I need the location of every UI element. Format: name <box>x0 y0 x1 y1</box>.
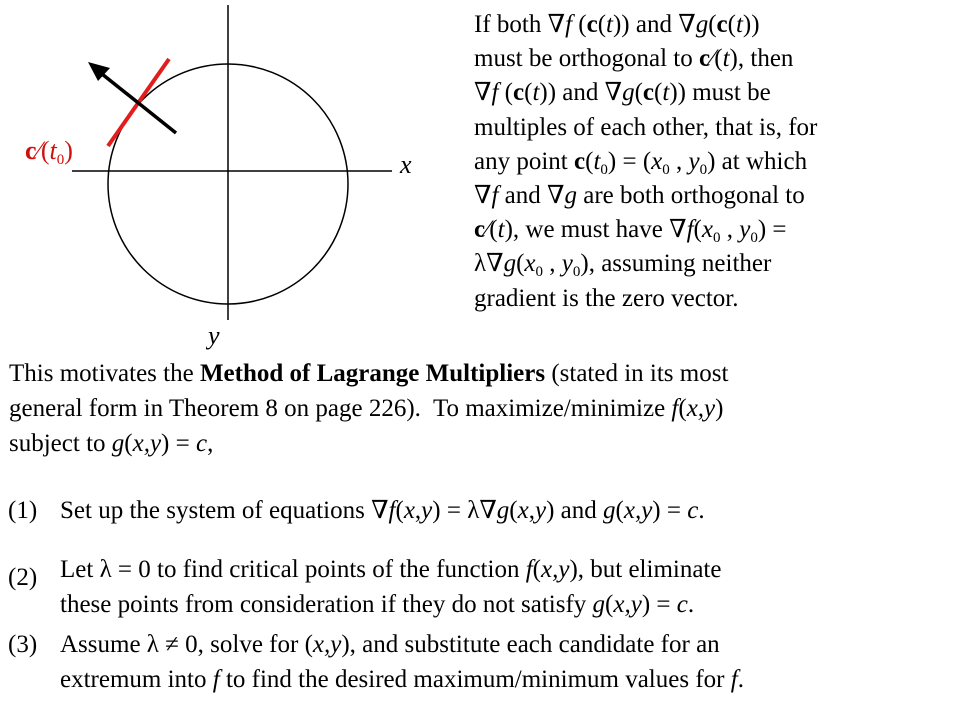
tangent-vector-label: $c⁄(t_0)$ <box>25 136 73 168</box>
step-text: Assume λ ≠ 0, solve for (x,y), and substitute each candidate for an extremum into f to find the desired maximum/minimum values for f. <box>60 631 744 693</box>
orthogonality-paragraph <box>474 8 934 316</box>
level-curve-diagram <box>0 0 470 360</box>
method-line: general form in Theorem 8 on page 226). To maximize/minimize f(x,y) <box>9 395 724 422</box>
method-line: This motivates the Method of Lagrange Multipliers (stated in its most <box>9 360 729 387</box>
paragraph-line: any point $c(t_0) = (x_0$ , $y_0$) at which <box>474 147 808 178</box>
y-axis-label: y <box>208 321 220 350</box>
paragraph-line: c⁄(t), we must have $\nabla f(x_0$ , $y_0$) = <box>474 216 787 247</box>
step-number: (1) <box>8 497 38 524</box>
paragraph-line: $\lambda\nabla g(x_0$ , $y_0$), assuming neither <box>474 250 772 281</box>
method-line: subject to g(x,y) = c, <box>9 430 214 457</box>
step-number: (2) <box>8 564 38 591</box>
paragraph-line: must be orthogonal to c⁄(t), then <box>474 45 794 73</box>
paragraph-line: multiples of each other, that is, for <box>474 113 818 141</box>
gradient-vector-line <box>97 70 176 133</box>
method-paragraph <box>9 356 954 461</box>
step-text: Let λ = 0 to find critical points of the function f(x,y), but eliminate these points from consideration if they do not satisfy g(x,y) = c. <box>60 556 722 618</box>
paragraph-line: gradient is the zero vector. <box>474 284 739 312</box>
step-number: (3) <box>8 631 38 658</box>
paragraph-line: ∇f and ∇g are both orthogonal to <box>474 181 805 209</box>
step-text: Set up the system of equations ∇f(x,y) = λ∇g(x,y) and g(x,y) = c. <box>60 497 705 524</box>
paragraph-line: If both ∇f (c(t)) and ∇g(c(t)) <box>474 11 760 38</box>
paragraph-line: ∇f (c(t)) and ∇g(c(t)) must be <box>474 79 771 107</box>
x-axis-label: x <box>400 150 412 179</box>
